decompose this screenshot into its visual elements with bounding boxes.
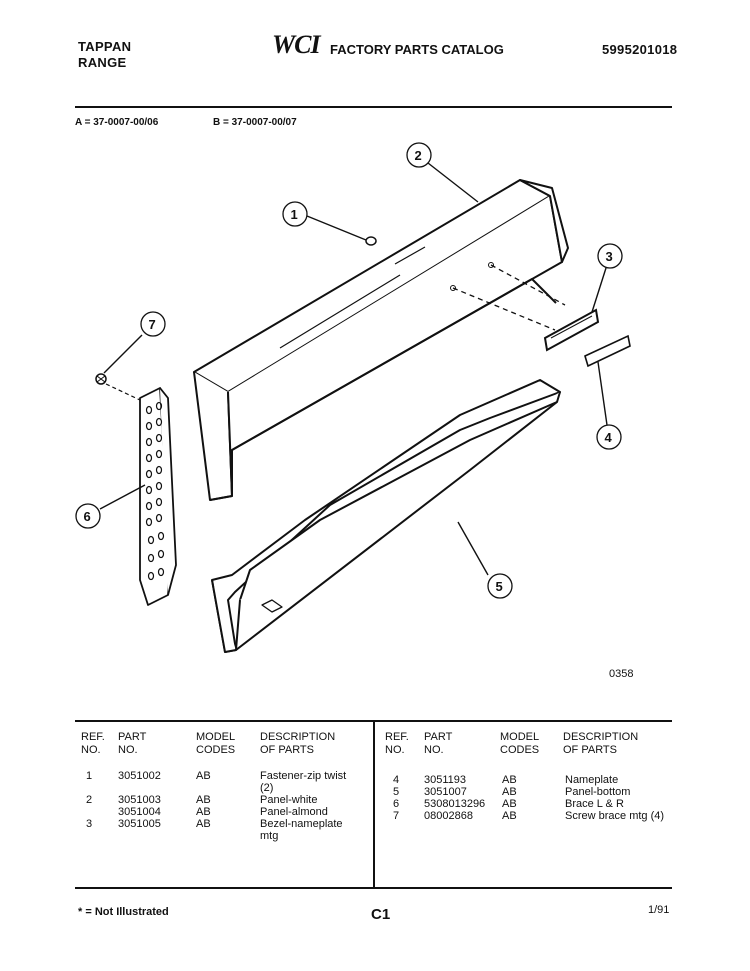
callout-4 — [597, 425, 621, 449]
right-header-part: PART NO. — [424, 731, 453, 756]
catalog-date: 1/91 — [648, 904, 670, 916]
table-row: (2) — [260, 782, 274, 794]
svg-text:7: 7 — [148, 317, 156, 332]
brand-line-2: RANGE — [78, 55, 127, 70]
fastener-part — [366, 237, 376, 245]
upper-panel-part — [194, 180, 568, 500]
left-header-part: PART NO. — [118, 731, 147, 756]
callout-1 — [283, 202, 307, 226]
left-header-ref: REF. NO. — [81, 731, 105, 756]
table-bottom-rule — [75, 887, 672, 889]
svg-text:5: 5 — [495, 579, 503, 594]
table-row: 2 3051003 AB Panel-white — [86, 794, 318, 806]
right-header-desc: DESCRIPTION OF PARTS — [563, 731, 639, 756]
screw-part — [96, 374, 106, 384]
svg-text:4: 4 — [604, 430, 612, 445]
figure-code: 0358 — [609, 668, 634, 680]
table-row: 3051004 AB Panel-almond — [118, 806, 328, 818]
table-row: 6 5308013296 AB Brace L & R — [393, 798, 624, 810]
callout-3 — [598, 244, 622, 268]
right-parts-table — [393, 774, 677, 822]
brace-part — [140, 388, 176, 605]
table-row: 4 3051193 AB Nameplate — [393, 774, 619, 786]
svg-text:3: 3 — [605, 249, 613, 264]
not-illustrated-note: * = Not Illustrated — [78, 906, 169, 918]
page-number: C1 — [371, 906, 391, 923]
left-header-model: MODEL CODES — [196, 731, 236, 756]
table-row: 7 08002868 AB Screw brace mtg (4) — [393, 810, 665, 822]
table-row: 1 3051002 AB Fastener-zip twist — [86, 770, 347, 782]
callout-2 — [407, 143, 431, 167]
svg-text:6: 6 — [83, 509, 91, 524]
table-divider — [373, 722, 375, 888]
catalog-title: FACTORY PARTS CATALOG — [330, 42, 504, 57]
svg-text:2: 2 — [414, 148, 422, 163]
model-a-label: A = 37-0007-00/06 — [75, 117, 159, 128]
callout-6 — [76, 504, 100, 528]
catalog-number: 5995201018 — [602, 42, 678, 57]
model-b-label: B = 37-0007-00/07 — [213, 117, 297, 128]
nameplate-part — [585, 336, 630, 366]
table-row: 5 3051007 AB Panel-bottom — [393, 786, 631, 798]
right-header-ref: REF. NO. — [385, 731, 409, 756]
callout-7 — [141, 312, 165, 336]
wci-logo: WCI — [272, 30, 320, 59]
brand-line-1: TAPPAN — [78, 39, 132, 54]
svg-text:1: 1 — [290, 207, 298, 222]
table-row: mtg — [260, 830, 279, 842]
table-row: 3 3051005 AB Bezel-nameplate — [86, 818, 343, 830]
bezel-part — [545, 310, 598, 350]
callout-5 — [488, 574, 512, 598]
left-parts-table — [86, 770, 370, 842]
right-header-model: MODEL CODES — [500, 731, 540, 756]
left-header-desc: DESCRIPTION OF PARTS — [260, 731, 336, 756]
